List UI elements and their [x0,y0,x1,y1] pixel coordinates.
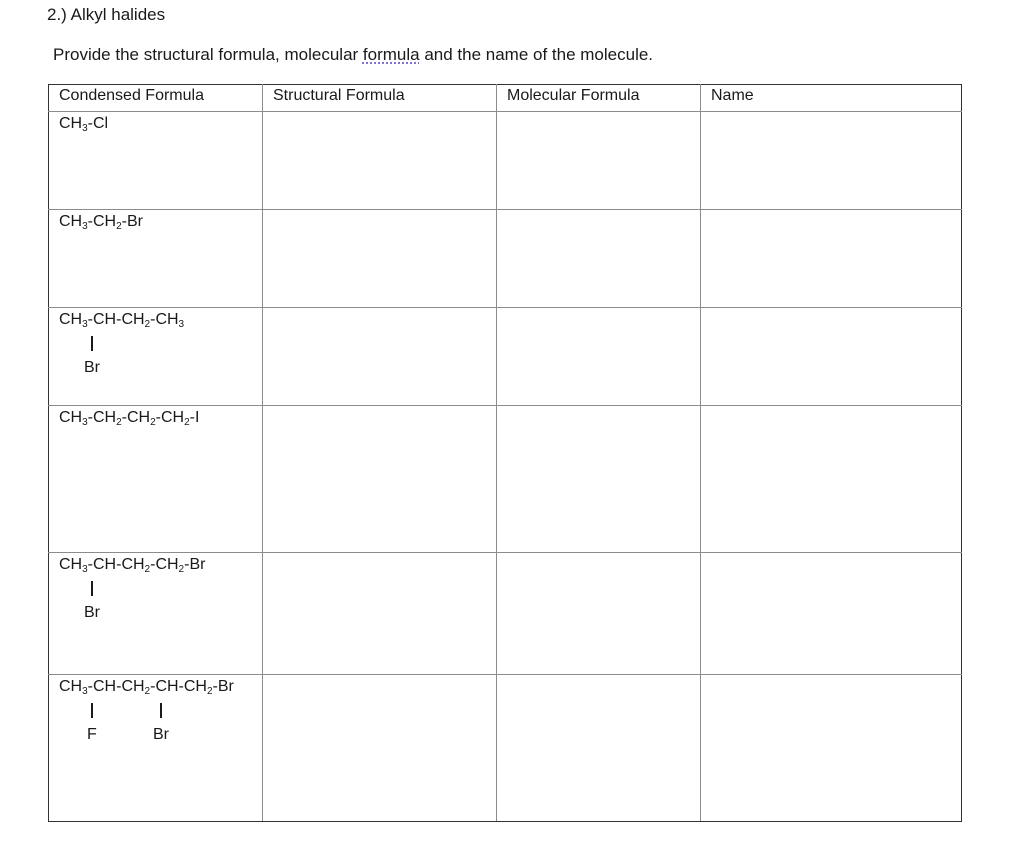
table-row [49,112,962,210]
formula-subscript: 2 [144,319,151,330]
spellcheck-flagged-word: formula [362,45,420,64]
name-cell[interactable] [701,406,962,553]
branch-bond [160,703,162,723]
formula-segment: -CH [87,213,117,230]
formula-subscript: 3 [82,123,88,134]
branch-substituent: Br [84,604,100,621]
condensed-formula-cell [49,675,263,822]
header-structural-formula: Structural Formula [263,85,497,112]
formula-subscript: 2 [116,221,122,232]
formula-segment: -CH-CH [87,678,145,695]
structural-formula-cell[interactable] [263,112,497,210]
name-cell[interactable] [701,675,962,822]
formula-segment: -Br [121,213,143,230]
formula-subscript: 3 [82,221,88,232]
branch-bond [91,581,93,601]
header-name: Name [701,85,962,112]
structural-formula-cell[interactable] [263,406,497,553]
molecular-formula-cell[interactable] [497,406,701,553]
branch-bond [91,336,93,356]
molecular-formula-cell[interactable] [497,112,701,210]
formula-subscript: 3 [82,417,88,428]
formula-segment: -CH [150,311,179,328]
condensed-formula-cell [49,210,263,308]
formula-segment: CH [59,678,83,695]
formula-subscript: 2 [150,417,156,428]
condensed-formula-cell [49,406,263,553]
instruction-after: and the name of the molecule. [419,45,654,64]
structural-formula-cell[interactable] [263,210,497,308]
formula-segment: -CH-CH [87,311,145,328]
formula-segment: CH [59,556,83,573]
formula-subscript: 3 [82,319,88,330]
molecular-formula-cell[interactable] [497,210,701,308]
name-cell[interactable] [701,210,962,308]
formula-subscript: 2 [184,417,190,428]
formula-segment: -Br [212,678,234,695]
structural-formula-cell[interactable] [263,553,497,675]
structural-formula-cell[interactable] [263,675,497,822]
table-row [49,553,962,675]
table-row [49,406,962,553]
condensed-formula-main [59,678,234,696]
name-cell[interactable] [701,553,962,675]
molecular-formula-cell[interactable] [497,675,701,822]
branch-bond [91,703,93,723]
header-molecular-formula: Molecular Formula [497,85,701,112]
condensed-formula-cell [49,553,263,675]
condensed-formula-main [59,556,205,574]
branch-substituent: Br [153,726,169,743]
formula-subscript: 2 [206,686,213,697]
condensed-formula-main [59,409,199,427]
formula-segment: CH [59,311,83,328]
name-cell[interactable] [701,308,962,406]
formula-segment: -CH [150,556,179,573]
formula-segment: CH [59,409,83,426]
formula-segment: -CH-CH [150,678,207,695]
header-row [49,85,962,112]
formula-segment: -Cl [87,115,109,132]
formula-segment: CH [59,115,83,132]
formula-subscript: 2 [116,417,122,428]
table-row [49,210,962,308]
instruction-before: Provide the structural formula, molecular [53,45,363,64]
formula-segment: CH [59,213,83,230]
table-row [49,308,962,406]
formula-segment: -Br [184,556,206,573]
formula-segment: -I [189,409,200,426]
condensed-formula-main [59,115,108,133]
molecular-formula-cell[interactable] [497,308,701,406]
header-condensed-formula: Condensed Formula [49,85,263,112]
structural-formula-cell[interactable] [263,308,497,406]
formula-segment: -CH [121,409,151,426]
branch-substituent: Br [84,359,100,376]
formula-segment: -CH-CH [87,556,145,573]
instruction-text [53,45,653,65]
table-row [49,675,962,822]
worksheet-heading: 2.) Alkyl halides [47,5,166,24]
condensed-formula-cell [49,112,263,210]
formula-subscript: 3 [82,564,88,575]
branch-substituent: F [87,726,97,743]
formula-subscript: 2 [144,686,151,697]
condensed-formula-main [59,311,184,329]
formula-subscript: 2 [178,564,185,575]
condensed-formula-cell [49,308,263,406]
formula-subscript: 2 [144,564,151,575]
molecular-formula-cell[interactable] [497,553,701,675]
formula-subscript: 3 [82,686,88,697]
formula-segment: -CH [155,409,185,426]
answer-table [48,84,962,822]
formula-segment: -CH [87,409,117,426]
condensed-formula-main [59,213,143,231]
formula-subscript: 3 [178,319,185,330]
name-cell[interactable] [701,112,962,210]
